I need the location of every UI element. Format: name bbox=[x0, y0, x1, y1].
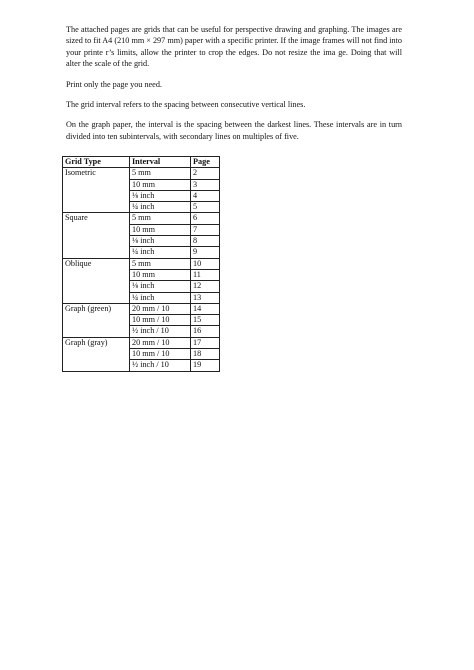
page-cell: 18 bbox=[191, 349, 220, 360]
page-cell: 4 bbox=[191, 190, 220, 201]
page-cell: 16 bbox=[191, 326, 220, 337]
interval-cell: ⅛ inch bbox=[130, 236, 191, 247]
interval-cell: ¼ inch bbox=[130, 202, 191, 213]
interval-cell: 5 mm bbox=[130, 258, 191, 269]
page-cell: 3 bbox=[191, 179, 220, 190]
interval-cell: ¼ inch bbox=[130, 247, 191, 258]
interval-cell: 20 mm / 10 bbox=[130, 303, 191, 314]
interval-cell: ½ inch / 10 bbox=[130, 326, 191, 337]
page-cell: 6 bbox=[191, 213, 220, 224]
interval-cell: 10 mm / 10 bbox=[130, 315, 191, 326]
paragraph-sizing: The attached pages are grids that can be useful for perspective drawing and graphing. The images are sized to fit A4 (210 mm × 297 mm) paper with a specific printer. If the image frames will not find into your printe r’s limits, allow the printer to crop the edges. Do not resize the ima ge. Doing that will alter the scale of the grid. bbox=[66, 25, 402, 69]
grid-type-cell: Square bbox=[63, 213, 130, 258]
interval-cell: ⅛ inch bbox=[130, 281, 191, 292]
paragraph-graph-interval: On the graph paper, the interval is the spacing between the darkest lines. These intervals are in turn divided into ten subintervals, with secondary lines on multiples of five. bbox=[66, 120, 402, 141]
interval-cell: 5 mm bbox=[130, 213, 191, 224]
page-cell: 13 bbox=[191, 292, 220, 303]
table-row bbox=[63, 258, 220, 269]
page-cell: 14 bbox=[191, 303, 220, 314]
intro-text bbox=[66, 24, 402, 151]
table-row bbox=[63, 337, 220, 348]
header-grid-type: Grid Type bbox=[63, 157, 130, 168]
table-row bbox=[63, 213, 220, 224]
page-cell: 19 bbox=[191, 360, 220, 371]
paragraph-grid-interval: The grid interval refers to the spacing between consecutive vertical lines. bbox=[66, 100, 306, 110]
interval-cell: 10 mm bbox=[130, 269, 191, 280]
table-row bbox=[63, 303, 220, 314]
header-page: Page bbox=[191, 157, 220, 168]
table-row bbox=[63, 168, 220, 179]
grid-type-cell: Graph (gray) bbox=[63, 337, 130, 371]
table-header-row bbox=[63, 157, 220, 168]
interval-cell: 5 mm bbox=[130, 168, 191, 179]
page-cell: 9 bbox=[191, 247, 220, 258]
grid-type-cell: Isometric bbox=[63, 168, 130, 213]
page-cell: 15 bbox=[191, 315, 220, 326]
page-cell: 5 bbox=[191, 202, 220, 213]
page-cell: 8 bbox=[191, 236, 220, 247]
page-cell: 2 bbox=[191, 168, 220, 179]
page-cell: 11 bbox=[191, 269, 220, 280]
header-interval: Interval bbox=[130, 157, 191, 168]
interval-cell: 10 mm bbox=[130, 224, 191, 235]
interval-cell: ⅛ inch bbox=[130, 190, 191, 201]
page-cell: 7 bbox=[191, 224, 220, 235]
page-cell: 12 bbox=[191, 281, 220, 292]
interval-cell: 10 mm / 10 bbox=[130, 349, 191, 360]
page-cell: 17 bbox=[191, 337, 220, 348]
grid-table bbox=[62, 156, 220, 372]
page-cell: 10 bbox=[191, 258, 220, 269]
interval-cell: 10 mm bbox=[130, 179, 191, 190]
paragraph-print-only: Print only the page you need. bbox=[66, 79, 162, 89]
grid-type-cell: Oblique bbox=[63, 258, 130, 303]
interval-cell: 20 mm / 10 bbox=[130, 337, 191, 348]
interval-cell: ¼ inch bbox=[130, 292, 191, 303]
interval-cell: ½ inch / 10 bbox=[130, 360, 191, 371]
grid-type-cell: Graph (green) bbox=[63, 303, 130, 337]
